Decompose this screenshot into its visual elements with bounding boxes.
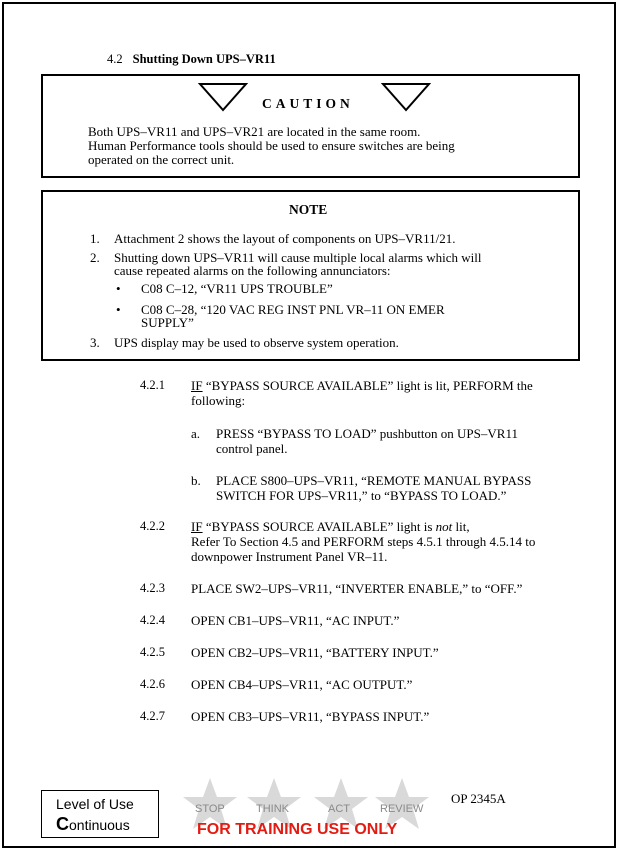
substep-b-label: b. bbox=[191, 473, 201, 488]
caution-triangle-right-icon bbox=[381, 82, 431, 112]
caution-line-1: Both UPS–VR11 and UPS–VR21 are located in the same room. bbox=[88, 124, 421, 139]
note-item-1-number: 1. bbox=[90, 231, 100, 246]
step-4-2-1-line-2: following: bbox=[191, 393, 246, 408]
step-4-2-1-line-1 bbox=[191, 378, 533, 393]
section-number: 4.2 bbox=[107, 52, 123, 66]
step-number: 4.2.2 bbox=[140, 519, 165, 533]
step-number: 4.2.5 bbox=[140, 645, 165, 659]
caution-title: CAUTION bbox=[262, 96, 354, 111]
substep-a-line-1: PRESS “BYPASS TO LOAD” pushbutton on UPS–VR11 bbox=[216, 426, 518, 441]
step-4-2-5-text: OPEN CB2–UPS–VR11, “BATTERY INPUT.” bbox=[191, 645, 439, 660]
note-bullet-2-line-2: SUPPLY” bbox=[141, 315, 194, 330]
note-bullet-1-text: C08 C–12, “VR11 UPS TROUBLE” bbox=[141, 281, 333, 296]
emphasis-not: not bbox=[435, 519, 453, 534]
step-4-2-2-line-1 bbox=[191, 519, 470, 534]
note-bullet-2-line-1: C08 C–28, “120 VAC REG INST PNL VR–11 ON EMER bbox=[141, 302, 445, 317]
step-text: “BYPASS SOURCE AVAILABLE” light is bbox=[202, 519, 436, 534]
step-number: 4.2.7 bbox=[140, 709, 165, 723]
note-item-1-text: Attachment 2 shows the layout of components on UPS–VR11/21. bbox=[114, 231, 456, 246]
procedure-number: OP 2345A bbox=[451, 791, 506, 806]
star-label-think: THINK bbox=[256, 803, 289, 815]
note-title: NOTE bbox=[289, 202, 328, 217]
caution-line-2: Human Performance tools should be used to ensure switches are being bbox=[88, 138, 455, 153]
bullet-icon: • bbox=[116, 302, 121, 317]
step-4-2-6-text: OPEN CB4–UPS–VR11, “AC OUTPUT.” bbox=[191, 677, 413, 692]
level-of-use-value bbox=[56, 814, 130, 835]
note-item-3-number: 3. bbox=[90, 335, 100, 350]
note-item-2-line-1: Shutting down UPS–VR11 will cause multiple local alarms which will bbox=[114, 250, 482, 265]
step-text: lit, bbox=[452, 519, 470, 534]
note-item-3-text: UPS display may be used to observe system operation. bbox=[114, 335, 399, 350]
step-number: 4.2.3 bbox=[140, 581, 165, 595]
continuous-rest: ontinuous bbox=[69, 817, 130, 833]
level-of-use-box bbox=[41, 790, 159, 838]
continuous-initial: C bbox=[56, 814, 69, 834]
step-4-2-4-text: OPEN CB1–UPS–VR11, “AC INPUT.” bbox=[191, 613, 400, 628]
step-number: 4.2.1 bbox=[140, 378, 165, 392]
step-text: “BYPASS SOURCE AVAILABLE” light is lit, PERFORM the bbox=[202, 378, 533, 393]
note-item-2-line-2: cause repeated alarms on the following annunciators: bbox=[114, 263, 391, 278]
bullet-icon: • bbox=[116, 281, 121, 296]
step-4-2-3-text: PLACE SW2–UPS–VR11, “INVERTER ENABLE,” to “OFF.” bbox=[191, 581, 523, 596]
substep-a-label: a. bbox=[191, 426, 201, 441]
substep-b-line-2: SWITCH FOR UPS–VR11,” to “BYPASS TO LOAD.” bbox=[216, 488, 507, 503]
star-label-review: REVIEW bbox=[380, 803, 424, 815]
star-label-stop: STOP bbox=[195, 803, 225, 815]
step-4-2-2-line-3: downpower Instrument Panel VR–11. bbox=[191, 549, 388, 564]
substep-a-line-2: control panel. bbox=[216, 441, 288, 456]
caution-line-3: operated on the correct unit. bbox=[88, 152, 235, 167]
if-keyword: IF bbox=[191, 378, 203, 393]
step-number: 4.2.6 bbox=[140, 677, 165, 691]
star-label-act: ACT bbox=[328, 803, 350, 815]
if-keyword: IF bbox=[191, 519, 203, 534]
section-heading bbox=[107, 52, 276, 67]
training-watermark: FOR TRAINING USE ONLY bbox=[197, 821, 398, 838]
step-number: 4.2.4 bbox=[140, 613, 165, 627]
substep-b-line-1: PLACE S800–UPS–VR11, “REMOTE MANUAL BYPASS bbox=[216, 473, 532, 488]
step-4-2-2-line-2: Refer To Section 4.5 and PERFORM steps 4.5.1 through 4.5.14 to bbox=[191, 534, 536, 549]
caution-triangle-left-icon bbox=[198, 82, 248, 112]
note-item-2-number: 2. bbox=[90, 250, 100, 265]
step-4-2-7-text: OPEN CB3–UPS–VR11, “BYPASS INPUT.” bbox=[191, 709, 430, 724]
level-of-use-label: Level of Use bbox=[56, 796, 134, 812]
section-title: Shutting Down UPS–VR11 bbox=[132, 52, 276, 66]
